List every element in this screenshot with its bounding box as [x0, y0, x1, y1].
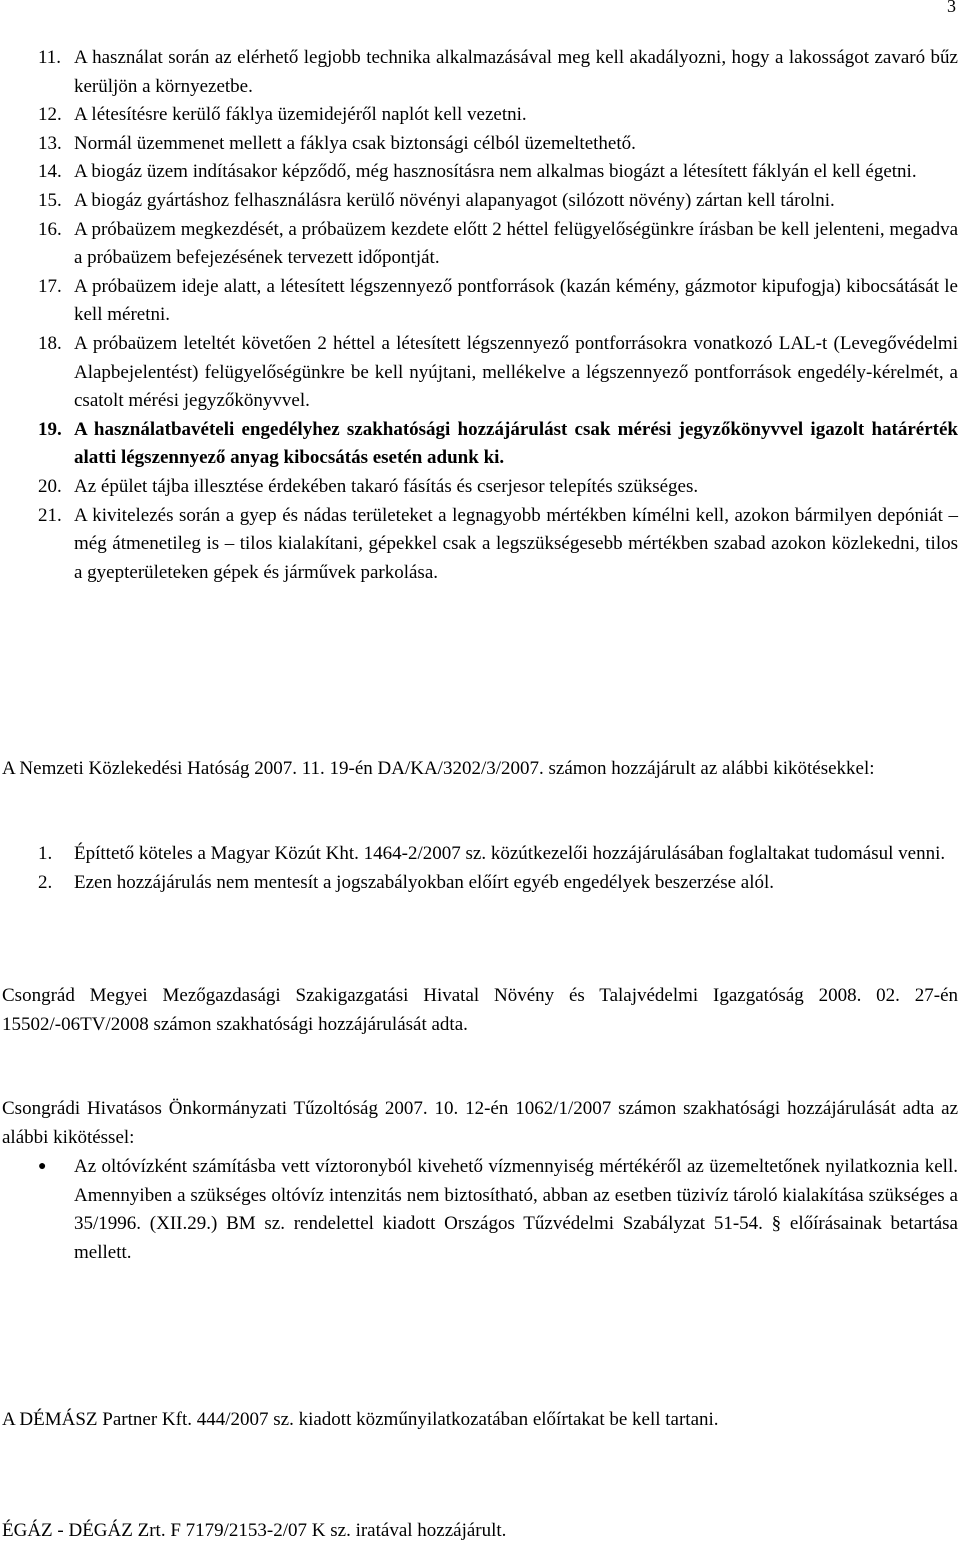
condition-text: A létesítésre kerülő fáklya üzemidejéről naplót kell vezetni.	[74, 104, 527, 126]
condition-number: 16.	[38, 218, 62, 240]
egaz-statement: ÉGÁZ - DÉGÁZ Zrt. F 7179/2153-2/07 K sz. iratával hozzájárult.	[2, 1520, 507, 1541]
condition-number: 21.	[38, 504, 62, 526]
condition-number: 14.	[38, 161, 62, 183]
condition-item	[38, 273, 958, 330]
condition-number: 15.	[38, 189, 62, 211]
condition-text: Az épület tájba illesztése érdekében takaró fásítás és cserjesor telepítés szükséges.	[74, 475, 699, 497]
condition-text: A próbaüzem ideje alatt, a létesített légszennyező pontforrások (kazán kémény, gázmotor kipufogja) kibocsátását le kell méretni.	[74, 275, 958, 326]
csongrad-mgszh-paragraph: Csongrád Megyei Mezőgazdasági Szakigazgatási Hivatal Növény és Talajvédelmi Igazgatóság 2008. 02. 27-én 15502/-06TV/2008 számon szakhatósági hozzájárulását adta.	[2, 985, 958, 1035]
nkh-conditions-list	[38, 840, 958, 897]
bullet-icon: ●	[38, 1159, 47, 1174]
page-number: 3	[947, 0, 956, 16]
condition-item	[38, 216, 958, 273]
condition-text: A használatbavételi engedélyhez szakhatósági hozzájárulást csak mérési jegyzőkönyvvel igazolt határérték alatti légszennyező anyag kibocsátás esetén adunk ki.	[74, 418, 958, 469]
nkh-condition-number: 2.	[38, 871, 53, 893]
condition-item	[38, 473, 958, 502]
condition-number: 13.	[38, 132, 62, 154]
nkh-condition-item	[38, 840, 958, 869]
condition-item	[38, 187, 958, 216]
condition-item	[38, 44, 958, 101]
condition-number: 20.	[38, 475, 62, 497]
condition-text: A használat során az elérhető legjobb technika alkalmazásával meg kell akadályozni, hogy a lakosságot zavaró bűz kerüljön a környezetbe.	[74, 47, 958, 97]
condition-text: Normál üzemmenet mellett a fáklya csak biztonsági célból üzemeltethető.	[74, 132, 636, 154]
fire-bullet-text: Az oltóvízként számításba vett víztoronyból kivehető vízmennyiség mértékéről az üzemeltetőnek nyilatkoznia kell. Amennyiben a szükséges oltóvíz intenzitás nem biztosítható, abban az esetben tüzivíz tároló kialakítása szükséges a 35/1996. (XII.29.) BM sz. rendelettel kiadott Országos Tűzvédelmi Szabályzat 51-54. § előírásainak betartása mellett.	[74, 1156, 958, 1263]
condition-number: 11.	[38, 47, 62, 68]
condition-text: A próbaüzem megkezdését, a próbaüzem kezdete előtt 2 héttel felügyelőségünkre írásban be kell jelenteni, megadva a próbaüzem befejezésének tervezett időpontját.	[74, 218, 958, 269]
condition-item-bold	[38, 416, 958, 473]
nkh-condition-number: 1.	[38, 843, 53, 864]
nkh-condition-item	[38, 869, 958, 898]
nkh-intro-paragraph: A Nemzeti Közlekedési Hatóság 2007. 11. 19-én DA/KA/3202/3/2007. számon hozzájárult az alábbi kikötésekkel:	[2, 758, 875, 779]
fire-intro-paragraph: Csongrádi Hivatásos Önkormányzati Tűzoltóság 2007. 10. 12-én 1062/1/2007 számon szakhatósági hozzájárulását adta az alábbi kikötéssel:	[2, 1098, 958, 1148]
conditions-list	[38, 44, 958, 587]
condition-number: 18.	[38, 332, 62, 354]
condition-item	[38, 158, 958, 187]
condition-item	[38, 330, 958, 416]
condition-text: A biogáz üzem indításakor képződő, még hasznosításra nem alkalmas biogázt a létesített fáklyán el kell égetni.	[74, 161, 917, 183]
condition-number: 12.	[38, 104, 62, 126]
nkh-condition-text: Építtető köteles a Magyar Közút Kht. 1464-2/2007 sz. közútkezelői hozzájárulásában foglaltakat tudomásul venni.	[74, 843, 946, 864]
fire-bullet-item	[38, 1153, 958, 1267]
condition-number: 17.	[38, 275, 62, 297]
condition-item	[38, 502, 958, 588]
condition-item	[38, 101, 958, 130]
condition-text: A kivitelezés során a gyep és nádas területeket a legnagyobb mértékben kímélni kell, azokon bármilyen depóniát – még átmenetileg is – tilos kialakítani, gépekkel csak a legszükségesebb mértékben szabad azokon közlekedni, tilos a gyepterületeken gépek és járművek parkolása.	[74, 504, 958, 583]
condition-number: 19.	[38, 418, 62, 440]
demasz-statement: A DÉMÁSZ Partner Kft. 444/2007 sz. kiadott közműnyilatkozatában előírtakat be kell tartani.	[2, 1409, 719, 1430]
condition-text: A próbaüzem leteltét követően 2 héttel a létesített légszennyező pontforrásokra vonatkozó LAL-t (Levegővédelmi Alapbejelentést) felügyelőségünkre be kell nyújtani, mellékelve a légszennyező pontforrások engedély-kérelmét, a csatolt mérési jegyzőkönyvvel.	[74, 332, 958, 412]
nkh-condition-text: Ezen hozzájárulás nem mentesít a jogszabályokban előírt egyéb engedélyek beszerzése alól.	[74, 871, 775, 893]
condition-item	[38, 130, 958, 159]
condition-text: A biogáz gyártáshoz felhasználásra kerülő növényi alapanyagot (silózott növény) zártan kell tárolni.	[74, 189, 835, 211]
